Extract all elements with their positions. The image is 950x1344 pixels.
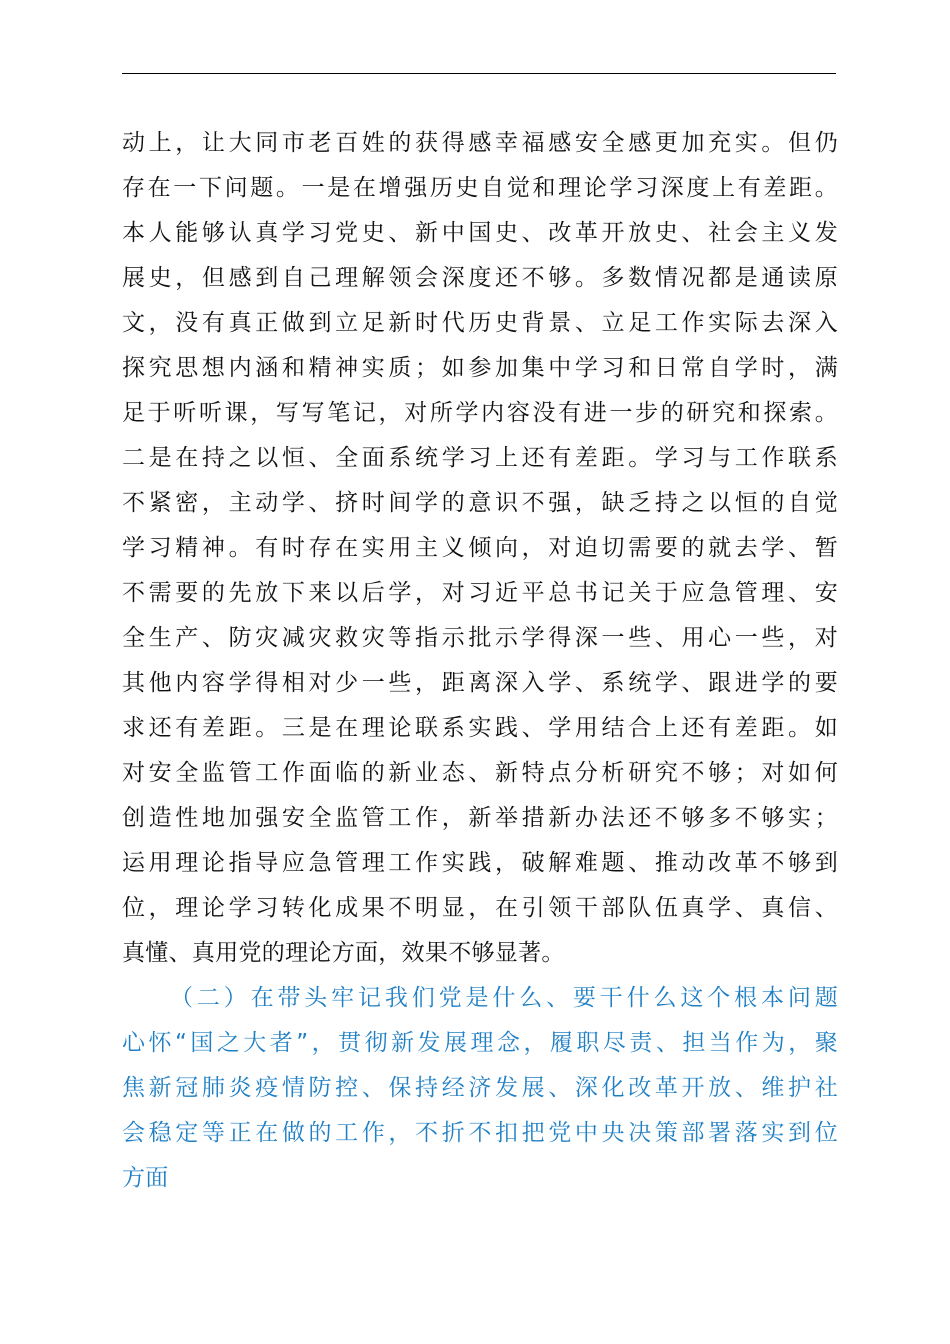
body-line: 运用理论指导应急管理工作实践，破解难题、推动改革不够到 (122, 850, 838, 876)
document-body (122, 121, 838, 1201)
body-line: 全生产、防灾减灾救灾等指示批示学得深一些、用心一些，对 (122, 625, 838, 651)
body-line: 对安全监管工作面临的新业态、新特点分析研究不够；对如何 (122, 760, 838, 786)
body-line: 展史，但感到自己理解领会深度还不够。多数情况都是通读原 (122, 265, 838, 291)
heading-line: 方面 (122, 1165, 169, 1191)
body-line: 不需要的先放下来以后学，对习近平总书记关于应急管理、安 (122, 580, 838, 606)
body-line: 本人能够认真学习党史、新中国史、改革开放史、社会主义发 (122, 220, 838, 246)
body-paragraph (122, 121, 838, 976)
body-line: 求还有差距。三是在理论联系实践、学用结合上还有差距。如 (122, 715, 838, 741)
body-line: 足于听听课，写写笔记，对所学内容没有进一步的研究和探索。 (122, 400, 838, 426)
section-heading (122, 976, 838, 1201)
body-line: 其他内容学得相对少一些，距离深入学、系统学、跟进学的要 (122, 670, 838, 696)
body-line: 二是在持之以恒、全面系统学习上还有差距。学习与工作联系 (122, 445, 838, 471)
header-rule (122, 73, 836, 74)
heading-line: 会稳定等正在做的工作，不折不扣把党中央决策部署落实到位 (122, 1120, 838, 1146)
heading-line: （二）在带头牢记我们党是什么、要干什么这个根本问题 (170, 985, 838, 1011)
body-line: 不紧密，主动学、挤时间学的意识不强，缺乏持之以恒的自觉 (122, 490, 838, 516)
body-line: 位，理论学习转化成果不明显，在引领干部队伍真学、真信、 (122, 895, 838, 921)
body-line: 学习精神。有时存在实用主义倾向，对迫切需要的就去学、暂 (122, 535, 838, 561)
body-line: 探究思想内涵和精神实质；如参加集中学习和日常自学时，满 (122, 355, 838, 381)
heading-line: 焦新冠肺炎疫情防控、保持经济发展、深化改革开放、维护社 (122, 1075, 838, 1101)
body-line: 存在一下问题。一是在增强历史自觉和理论学习深度上有差距。 (122, 175, 838, 201)
body-line: 真懂、真用党的理论方面，效果不够显著。 (122, 940, 565, 966)
body-line: 动上，让大同市老百姓的获得感幸福感安全感更加充实。但仍 (122, 130, 838, 156)
body-line: 创造性地加强安全监管工作，新举措新办法还不够多不够实； (122, 805, 838, 831)
body-line: 文，没有真正做到立足新时代历史背景、立足工作实际去深入 (122, 310, 838, 336)
heading-line: 心怀“国之大者”，贯彻新发展理念，履职尽责、担当作为，聚 (122, 1030, 838, 1056)
